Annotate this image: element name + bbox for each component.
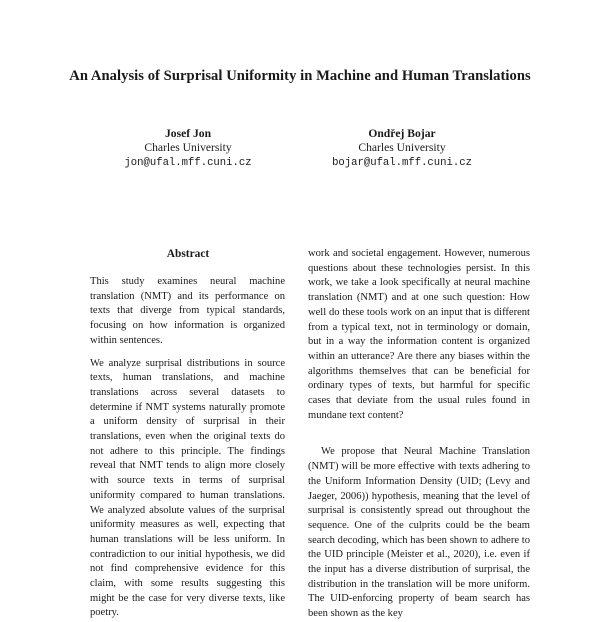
author-email: jon@ufal.mff.cuni.cz (124, 156, 252, 169)
author-block-2 (302, 127, 502, 170)
abstract-heading: Abstract (166, 248, 210, 260)
author-name: Josef Jon (164, 127, 212, 140)
body-paragraph: We propose that Neural Machine Translation (NMT) will be more effective with texts adhering to the Uniform Information Density (UID; (Levy and Jaeger, 2006)) hypothesis, meaning that the level of surprisal is consistently spread out throughout the sequence. One of the culprits could be the beam search decoding, which has been shown to adhere to the UID principle (Meister et al., 2020), i.e. even if the input has a diverse distribution of surprisal, the distribution in the translation will be more uniform. The UID-enforcing property of beam search has been shown as the key (308, 446, 530, 620)
author-block-1 (88, 127, 288, 170)
author-affiliation: Charles University (144, 141, 232, 155)
paper-title: An Analysis of Surprisal Uniformity in Machine and Human Translations (69, 68, 531, 84)
author-email: bojar@ufal.mff.cuni.cz (332, 156, 472, 169)
abstract-paragraph: This study examines neural machine translation (NMT) and its performance on texts that diverge from typical standards, focusing on how information is organized within sentences. (90, 276, 285, 346)
author-name: Ondřej Bojar (368, 127, 436, 140)
abstract-column (90, 275, 285, 621)
author-affiliation: Charles University (358, 141, 446, 155)
body-column (308, 247, 530, 622)
abstract-paragraph: We analyze surprisal distributions in source texts, human translations, and machine translations across several datasets to determine if NMT systems naturally promote a uniform density of surprisal in their translations, even when the original texts do not adhere to this principle. The findings reveal that NMT tends to align more closely with source texts in terms of surprisal uniformity compared to human translations. We analyzed absolute values of the surprisal uniformity measures as well, expecting that human translations will be less uniform. In contradiction to our initial hypothesis, we did not find comprehensive evidence for this claim, with some results suggesting this might be the case for very diverse texts, like poetry. (90, 357, 285, 619)
body-paragraph: work and societal engagement. However, numerous questions about these technologies persist. In this work, we take a look specifically at neural machine translation (NMT) and at one such question: How well do these tools work on an input that is different from a typical text, not in terminology or domain, but in a way the information content is organized within an utterance? Are there any biases within the algorithms themselves that can be beneficial for ordinary types of texts, but harmful for specific cases that deviate from the usual rules found in mundane text content? (308, 248, 530, 421)
